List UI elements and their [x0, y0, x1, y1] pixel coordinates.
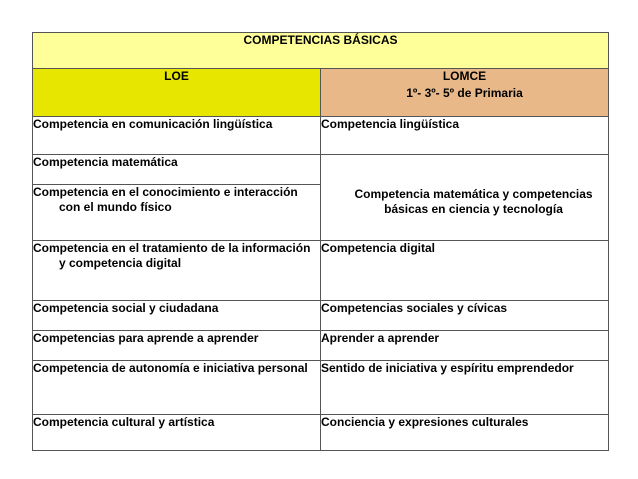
lomce-competencia-text: Sentido de iniciativa y espíritu emprendedor	[321, 361, 574, 375]
header-lomce-title: LOMCE	[442, 69, 487, 83]
lomce-cell	[321, 301, 609, 331]
header-loe: LOE	[33, 69, 321, 117]
loe-cell	[33, 155, 321, 185]
table-row	[33, 301, 609, 331]
lomce-cell	[321, 415, 609, 451]
table-title: COMPETENCIAS BÁSICAS	[33, 33, 609, 69]
table-row	[33, 331, 609, 361]
header-row	[33, 69, 609, 117]
lomce-merged-cell	[321, 155, 609, 241]
loe-cell	[33, 301, 321, 331]
header-lomce	[321, 69, 609, 117]
loe-cell	[33, 361, 321, 415]
loe-cell	[33, 415, 321, 451]
table-row	[33, 415, 609, 451]
loe-competencia-text: Competencia en el conocimiento e interacción con el mundo físico	[33, 185, 298, 214]
table-row	[33, 117, 609, 155]
lomce-cell	[321, 117, 609, 155]
lomce-competencia-text: Aprender a aprender	[321, 331, 440, 345]
loe-competencia-text: Competencia cultural y artística	[33, 415, 215, 429]
lomce-competencia-text: Competencias sociales y cívicas	[321, 301, 508, 315]
loe-cell	[33, 331, 321, 361]
lomce-cell	[321, 241, 609, 301]
loe-competencia-text: Competencia en el tratamiento de la información y competencia digital	[33, 241, 311, 270]
loe-cell	[33, 185, 321, 241]
competencias-table	[32, 32, 609, 451]
loe-cell	[33, 241, 321, 301]
lomce-competencia-text: Conciencia y expresiones culturales	[321, 415, 529, 429]
lomce-competencia-text: Competencia lingüística	[321, 117, 460, 131]
loe-competencia-text: Competencia social y ciudadana	[33, 301, 219, 315]
lomce-competencia-text: Competencia digital	[321, 241, 436, 255]
lomce-cell	[321, 361, 609, 415]
lomce-cell	[321, 331, 609, 361]
loe-competencia-text: Competencia en comunicación lingüística	[33, 117, 273, 131]
loe-competencia-text: Competencias para aprende a aprender	[33, 331, 259, 345]
table-row	[33, 155, 609, 185]
title-row	[33, 33, 609, 69]
lomce-competencia-text: Competencia matemática y competencias básicas en ciencia y tecnología	[354, 186, 593, 216]
loe-competencia-text: Competencia de autonomía e iniciativa personal	[33, 361, 308, 375]
loe-competencia-text: Competencia matemática	[33, 155, 178, 169]
table-row	[33, 361, 609, 415]
header-lomce-subtitle: 1º- 3º- 5º de Primaria	[406, 86, 523, 100]
loe-cell	[33, 117, 321, 155]
table-row	[33, 241, 609, 301]
